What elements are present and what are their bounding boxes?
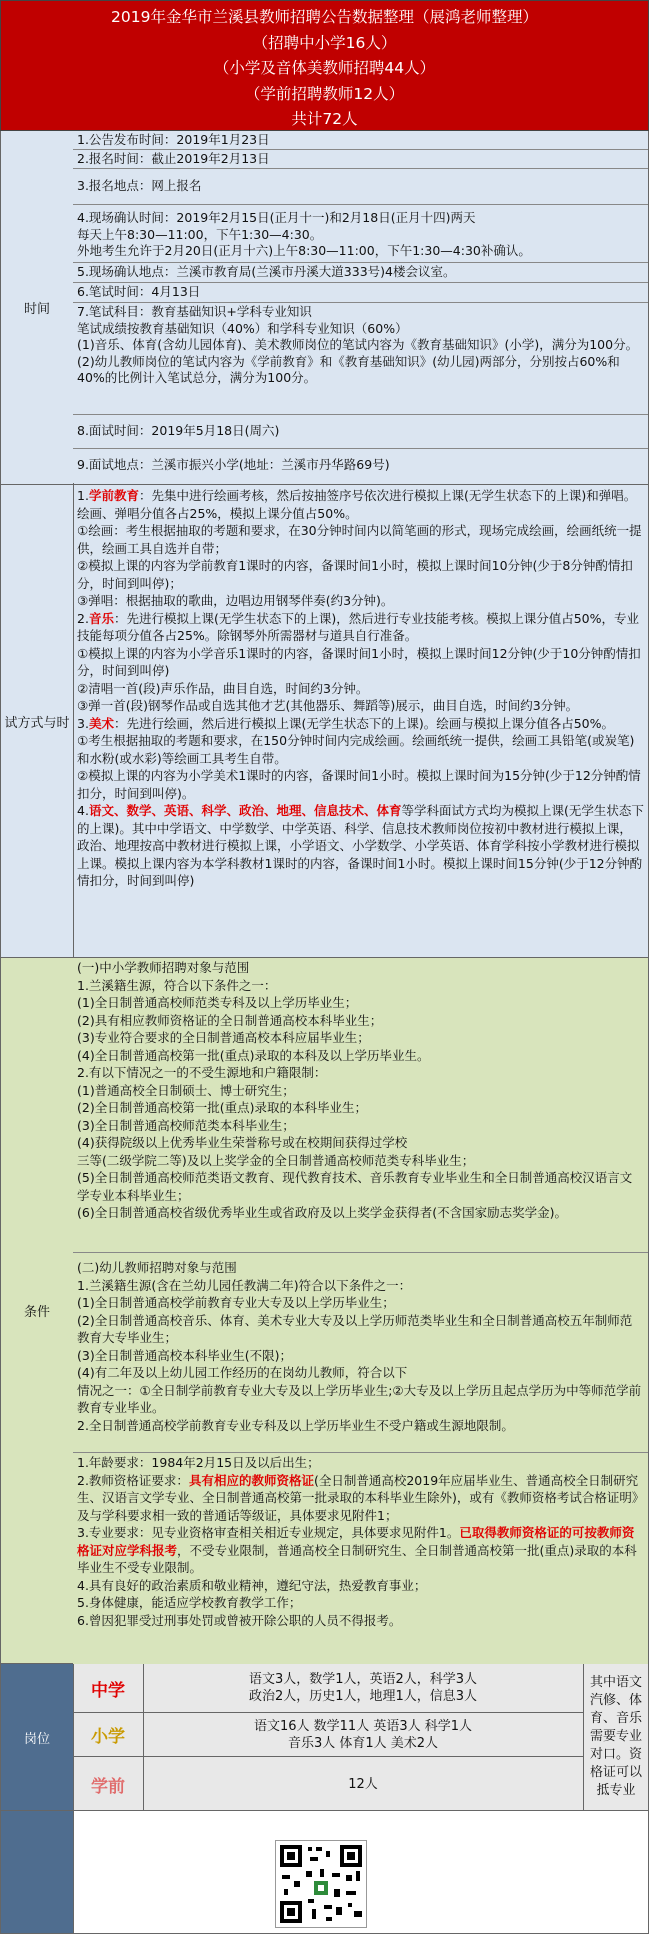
condition-line: (二)幼儿教师招聘对象与范围 <box>77 1260 237 1275</box>
header-subtitle-1: （招聘中小学16人） <box>252 33 397 52</box>
subjects-title: 语文、数学、英语、科学、政治、地理、信息技术、体育 <box>88 803 402 818</box>
cert-requirement-rest: (全日制普通高校2019年应届毕业生、普通高校全日制研究生、汉语言文学专业、全日制普通高校第一批录取的本科毕业生除外)，或有《教师资格考试合格证明》及与学科要求相一致的普通话等级证，具体要求见附件1； <box>77 1472 639 1523</box>
footer-label-cell <box>1 1811 74 1933</box>
condition-line: (4)获得院级以上优秀毕业生荣誉称号或在校期间获得过学校 <box>77 1135 408 1150</box>
preschool-item: ②模拟上课的内容为学前教育1课时的内容，备课时间1小时，模拟上课时间10分钟(少于8分钟酌情扣分，时间到叫停)； <box>77 558 633 591</box>
condition-line: (2)全日制普通高校第一批(重点)录取的本科毕业生； <box>77 1100 367 1115</box>
time-item: 3.报名地点：网上报名 <box>73 169 648 205</box>
condition-line: (2)具有相应教师资格证的全日制普通高校本科毕业生； <box>77 1012 383 1028</box>
music-item: ③弹一首(段)钢琴作品或自选其他才艺(其他器乐、舞蹈等)展示，曲目自选，时间约3分钟。 <box>77 698 579 713</box>
condition-line: 2.有以下情况之一的不受生源地和户籍限制： <box>77 1065 327 1080</box>
qr-code-icon <box>275 1840 367 1928</box>
condition-line: 1.兰溪籍生源，符合以下条件之一： <box>77 977 277 993</box>
condition-line: 2.全日制普通高校学前教育专业专科及以上学历毕业生不受户籍或生源地限制。 <box>77 1417 514 1433</box>
music-title: 音乐 <box>88 610 114 626</box>
condition-line: 1.年龄要求：1984年2月15日及以后出生； <box>77 1455 320 1470</box>
condition-line: 5.身体健康，能适应学校教育教学工作； <box>77 1595 302 1610</box>
position-detail <box>143 1757 583 1811</box>
time-item: 6.笔试时间：4月13日 <box>73 283 648 303</box>
condition-content <box>73 958 648 1663</box>
time-item: 2.报名时间：截止2019年2月13日 <box>73 150 648 169</box>
time-item: 8.面试时间：2019年5月18日(周六) <box>73 415 648 449</box>
qr-code-graphic <box>276 1841 366 1927</box>
music-paragraph: 2.音乐：先进行模拟上课(无学生状态下的上课)，然后进行专业技能考核。模拟上课分值占50%，专业技能每项分值各占25%。除钢琴外所需器材与道具自行准备。 <box>77 610 639 643</box>
music-item: ②清唱一首(段)声乐作品，曲目自选，时间约3分钟。 <box>77 680 369 696</box>
exam-section <box>0 485 649 958</box>
time-item: 1.公告发布时间：2019年1月23日 <box>73 131 648 150</box>
position-line: 政治2人，历史1人，地理1人，信息3人 <box>248 1689 478 1704</box>
position-name: 小学 <box>73 1713 144 1756</box>
condition-line: (4)全日制普通高校第一批(重点)录取的本科及以上学历毕业生。 <box>77 1047 430 1063</box>
position-row-middle <box>73 1664 583 1713</box>
condition-line: 4.具有良好的政治素质和敬业精神，遵纪守法，热爱教育事业； <box>77 1577 427 1593</box>
condition-line: 情况之一：①全日制学前教育专业大专及以上学历毕业生;②大专及以上学历且起点学历为中等师范学前教育专业毕业。 <box>77 1382 642 1415</box>
major-requirement-rest: ，不受专业限制，普通高校全日制研究生、全日制普通高校第一批(重点)录取的本科毕业生不受专业限制。 <box>77 1542 637 1575</box>
condition-section <box>0 958 649 1664</box>
condition-line: 1.兰溪籍生源(含在兰幼儿园任教满二年)符合以下条件之一： <box>77 1277 412 1293</box>
condition-line: (1)全日制普通高校学前教育专业大专及以上学历毕业生； <box>77 1295 395 1310</box>
position-name: 中学 <box>73 1664 144 1712</box>
position-note: 其中语文汽修、体育、音乐需要专业对口。资格证可以抵专业 <box>583 1664 648 1810</box>
header-title: 2019年金华市兰溪县教师招聘公告数据整理（展鸿老师整理） <box>111 8 538 26</box>
position-detail <box>143 1713 583 1756</box>
condition-line: 三等(二级学院二等)及以上奖学金的全日制普通高校师范类专科毕业生； <box>77 1152 475 1168</box>
time-section <box>0 131 649 485</box>
time-line: 4.现场确认时间：2019年2月15日(正月十一)和2月18日(正月十四)两天 <box>77 210 476 225</box>
art-title: 美术 <box>88 715 114 731</box>
condition-line: (一)中小学教师招聘对象与范围 <box>77 960 250 975</box>
condition-line: (2)全日制普通高校音乐、体育、美术专业大专及以上学历师范类毕业生和全日制普通高校五年制师范教育大专毕业生； <box>77 1312 633 1345</box>
major-requirement-highlight: 已取得教师资格证的可按教师资格证对应学科报考 <box>77 1525 635 1558</box>
header-subtitle-3: （学前招聘教师12人） <box>244 84 405 103</box>
condition-label: 条件 <box>1 958 74 1663</box>
condition-line: (5)全日制普通高校师范类语文教育、现代教育技术、音乐教育专业毕业生和全日制普通高校汉语言文学专业本科毕业生； <box>77 1170 633 1203</box>
position-line: 音乐3人 体育1人 美术2人 <box>287 1735 439 1751</box>
time-item: 9.面试地点：兰溪市振兴小学(地址：兰溪市丹华路69号) <box>73 449 648 483</box>
position-line: 12人 <box>348 1776 378 1792</box>
time-label: 时间 <box>1 131 74 484</box>
condition-block-1 <box>73 958 648 1253</box>
music-text: ：先进行模拟上课(无学生状态下的上课)，然后进行专业技能考核。模拟上课分值占50%，专业技能每项分值各占25%。除钢琴外所需器材与道具自行准备。 <box>77 610 639 643</box>
position-row-preschool <box>73 1757 583 1811</box>
position-line: 语文16人 数学11人 英语3人 科学1人 <box>253 1718 473 1734</box>
preschool-text: ：先集中进行绘画考核，然后按抽签序号依次进行模拟上课(无学生状态下的上课)和弹唱。绘画、弹唱分值各占25%，模拟上课分值占50%。 <box>77 488 637 521</box>
cert-requirement-prefix: 2.教师资格证要求： <box>77 1472 189 1488</box>
time-line: (2)幼儿教师岗位的笔试内容为《学前教育》和《教育基础知识》(幼儿园)两部分，分别按占60%和40%的比例计入笔试总分，满分为100分。 <box>77 353 620 385</box>
art-item: ②模拟上课的内容为小学美术1课时的内容，备课时间1小时。模拟上课时间为15分钟(少于12分钟酌情扣分，时间到叫停)。 <box>77 768 641 801</box>
condition-block-2 <box>73 1253 648 1453</box>
time-item: 5.现场确认地点：兰溪市教育局(兰溪市丹溪大道333号)4楼会议室。 <box>73 263 648 283</box>
subjects-text: 等学科面试方式均为模拟上课(无学生状态下的上课)。其中中学语文、中学数学、中学英语、科学、信息技术教师岗位按初中教材进行模拟上课，政治、地理按高中教材进行模拟上课，小学语文、小学数学、小学英语、体育学科按小学教材进行模拟上课。模拟上课内容为本学科教材1课时的内容，备课时间1小时。模拟上课时间15分钟(少于12分钟酌情扣分，时间到叫停) <box>77 803 644 888</box>
time-line: 外地考生允许于2月20日(正月十六)上午8:30—11:00，下午1:30—4:30补确认。 <box>77 243 531 258</box>
position-line: 语文3人，数学1人，英语2人，科学3人 <box>248 1672 478 1687</box>
condition-line <box>77 1472 644 1525</box>
position-detail <box>143 1664 583 1712</box>
preschool-title: 学前教育 <box>88 488 139 503</box>
header-total: 共计72人 <box>291 110 358 128</box>
condition-line: (3)全日制普通高校本科毕业生(不限)； <box>77 1347 292 1363</box>
cert-requirement-highlight: 具有相应的教师资格证 <box>188 1472 314 1488</box>
music-item: ①模拟上课的内容为小学音乐1课时的内容，备课时间1小时，模拟上课时间12分钟(少于10分钟酌情扣分，时间到叫停) <box>77 645 641 678</box>
position-label: 岗位 <box>1 1664 74 1810</box>
time-line: 每天上午8:30—11:00，下午1:30—4:30。 <box>77 226 323 242</box>
exam-label: 试方式与时 <box>1 485 74 957</box>
header-subtitle-2: （小学及音体美教师招聘44人） <box>213 59 436 77</box>
position-section <box>0 1664 649 1811</box>
exam-content <box>73 485 648 957</box>
time-content <box>73 131 648 484</box>
art-text: ：先进行绘画，然后进行模拟上课(无学生状态下的上课)。绘画与模拟上课分值各占50%。 <box>113 715 614 731</box>
page-header <box>0 0 649 131</box>
condition-block-3 <box>73 1453 648 1664</box>
condition-line: (1)全日制普通高校师范类专科及以上学历毕业生； <box>77 995 358 1010</box>
preschool-item: ①绘画：考生根据抽取的考题和要求，在30分钟时间内以简笔画的形式，现场完成绘画，绘画纸统一提供，绘画工具自选并自带； <box>77 523 642 556</box>
condition-line: (1)普通高校全日制硕士、博士研究生； <box>77 1082 295 1098</box>
condition-line: (4)有二年及以上幼儿园工作经历的在岗幼儿教师，符合以下 <box>77 1365 408 1380</box>
condition-line: (3)全日制普通高校师范类本科毕业生； <box>77 1117 295 1133</box>
condition-line: 6.曾因犯罪受过刑事处罚或曾被开除公职的人员不得报考。 <box>77 1612 402 1628</box>
art-item: ①考生根据抽取的考题和要求，在150分钟时间内完成绘画。绘画纸统一提供，绘画工具铅笔(或炭笔)和水粉(或水彩)等绘画工具考生自带。 <box>77 733 635 766</box>
preschool-paragraph: 1.学前教育：先集中进行绘画考核，然后按抽签序号依次进行模拟上课(无学生状态下的上课)和弹唱。绘画、弹唱分值各占25%，模拟上课分值占50%。 <box>77 488 637 521</box>
position-name: 学前 <box>73 1757 144 1811</box>
condition-line: (6)全日制普通高校省级优秀毕业生或省政府及以上奖学金获得者(不含国家励志奖学金)。 <box>77 1205 567 1220</box>
art-paragraph: 3.美术：先进行绘画，然后进行模拟上课(无学生状态下的上课)。绘画与模拟上课分值各占50%。 <box>77 715 614 731</box>
time-line: 7.笔试科目：教育基础知识+学科专业知识 <box>77 304 312 319</box>
time-item-block <box>73 303 648 415</box>
time-item-block <box>73 205 648 263</box>
subjects-paragraph: 4.语文、数学、英语、科学、政治、地理、信息技术、体育等学科面试方式均为模拟上课(无学生状态下的上课)。其中中学语文、中学数学、中学英语、科学、信息技术教师岗位按初中教材进行模拟上课，政治、地理按高中教材进行模拟上课，小学语文、小学数学、小学英语、体育学科按小学教材进行模拟上课。模拟上课内容为本学科教材1课时的内容，备课时间1小时。模拟上课时间15分钟(少于12分钟酌情扣分，时间到叫停) <box>77 803 644 888</box>
major-requirement-prefix: 3.专业要求：见专业资格审查相关相近专业规定，具体要求见附件1。 <box>77 1525 460 1540</box>
condition-line: (3)专业符合要求的全日制普通高校本科应届毕业生； <box>77 1030 370 1045</box>
time-line: (1)音乐、体育(含幼儿园体育)、美术教师岗位的笔试内容为《教育基础知识》(小学)，满分为100分。 <box>77 337 639 352</box>
preschool-item: ③弹唱：根据抽取的歌曲，边唱边用钢琴伴奏(约3分钟)。 <box>77 593 394 608</box>
position-row-primary <box>73 1713 583 1757</box>
time-line: 笔试成绩按教育基础知识（40%）和学科专业知识（60%） <box>77 320 408 336</box>
condition-line <box>77 1524 644 1577</box>
